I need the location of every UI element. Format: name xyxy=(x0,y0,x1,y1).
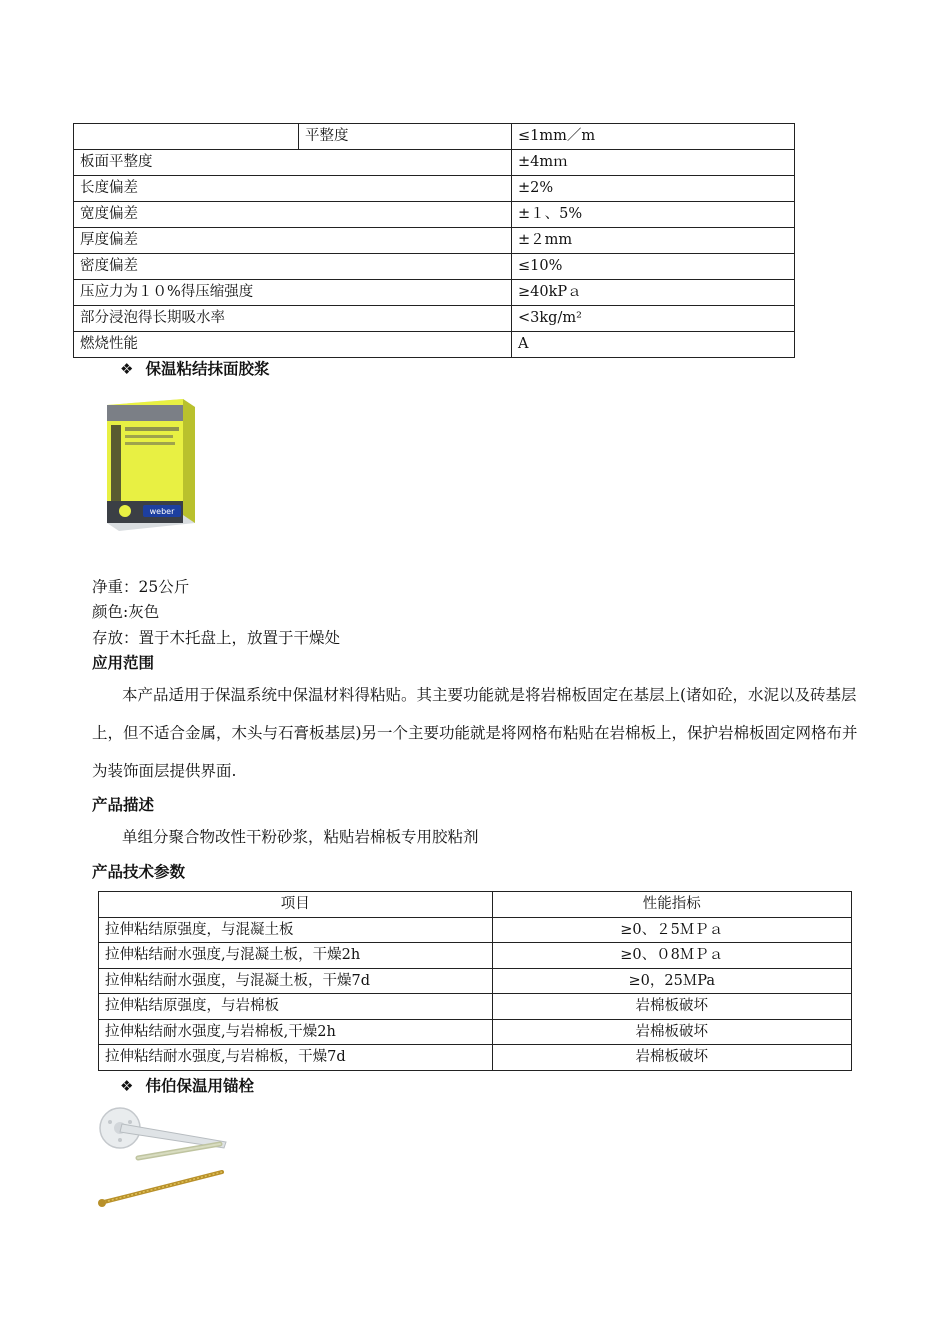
table-cell: 拉伸粘结耐水强度,与岩棉板，干燥7d xyxy=(99,1045,493,1071)
table-cell: ≥0、２5ＭＰａ xyxy=(492,917,851,943)
section-title: 保温粘结抹面胶浆 xyxy=(145,360,270,378)
section-heading-anchor xyxy=(120,1074,254,1096)
table-cell: <3kg/m² xyxy=(512,306,795,332)
section-heading-mortar xyxy=(120,357,269,379)
table-row xyxy=(74,176,795,202)
table-cell: 板面平整度 xyxy=(74,150,512,176)
diamond-bullet-icon: ❖ xyxy=(120,360,134,378)
table-cell: 燃烧性能 xyxy=(74,332,512,358)
table-row xyxy=(74,228,795,254)
diamond-bullet-icon: ❖ xyxy=(120,1077,134,1095)
table-row xyxy=(99,943,852,969)
storage-info: 存放：置于木托盘上，放置于干燥处 xyxy=(92,629,341,647)
table-cell: 岩棉板破坏 xyxy=(492,994,851,1020)
table-row xyxy=(74,124,795,150)
table-cell: ±4mｍ xyxy=(512,150,795,176)
table-cell: 长度偏差 xyxy=(74,176,512,202)
table-cell-empty xyxy=(74,124,299,150)
table-cell: 厚度偏差 xyxy=(74,228,512,254)
table-row xyxy=(99,917,852,943)
table-cell: ±２mm xyxy=(512,228,795,254)
table-cell: 岩棉板破坏 xyxy=(492,1019,851,1045)
description-heading: 产品描述 xyxy=(92,796,155,814)
application-text: 本产品适用于保温系统中保温材料得粘贴。其主要功能就是将岩棉板固定在基层上(诸如砼，水泥以及砖基层上，但不适合金属，木头与石膏板基层)另一个主要功能就是将网格布粘贴在岩棉板上，保护岩棉板固定网格布并为装饰面层提供界面. xyxy=(92,686,858,780)
table-row xyxy=(74,280,795,306)
table-row xyxy=(99,968,852,994)
table-cell: ≤1mm／m xyxy=(512,124,795,150)
description-text: 单组分聚合物改性干粉砂浆，粘贴岩棉板专用胶粘剂 xyxy=(122,828,479,846)
table-row xyxy=(99,994,852,1020)
table-header-row xyxy=(99,892,852,918)
table-cell: 拉伸粘结耐水强度,与岩棉板,干燥2h xyxy=(99,1019,493,1045)
section-title: 伟伯保温用锚栓 xyxy=(145,1077,254,1095)
table-row xyxy=(99,1045,852,1071)
table-cell: 密度偏差 xyxy=(74,254,512,280)
table-header-cell: 项目 xyxy=(99,892,493,918)
table-cell: 平整度 xyxy=(299,124,512,150)
table-row xyxy=(99,1019,852,1045)
table-row xyxy=(74,332,795,358)
spec-table xyxy=(73,123,795,358)
table-cell: 部分浸泡得长期吸水率 xyxy=(74,306,512,332)
product-bag-image xyxy=(103,395,199,535)
table-cell: 拉伸粘结耐水强度,与混凝土板，干燥2h xyxy=(99,943,493,969)
table-row xyxy=(74,202,795,228)
table-cell: 宽度偏差 xyxy=(74,202,512,228)
product-color: 颜色:灰色 xyxy=(92,603,160,621)
bag-brand-text: weber xyxy=(149,507,175,516)
table-cell: 拉伸粘结原强度，与岩棉板 xyxy=(99,994,493,1020)
table-cell: 拉伸粘结原强度，与混凝土板 xyxy=(99,917,493,943)
table-cell: 压应力为１０%得压缩强度 xyxy=(74,280,512,306)
table-cell: ±2% xyxy=(512,176,795,202)
table-cell: 拉伸粘结耐水强度，与混凝土板，干燥7d xyxy=(99,968,493,994)
table-cell: ≥0，25ＭPa xyxy=(492,968,851,994)
table-row xyxy=(74,254,795,280)
table-row xyxy=(74,150,795,176)
table-cell: A xyxy=(512,332,795,358)
table-row xyxy=(74,306,795,332)
anchor-image xyxy=(90,1104,235,1208)
net-weight: 净重：25公斤 xyxy=(92,578,190,596)
table-cell: ±１、5% xyxy=(512,202,795,228)
application-heading: 应用范围 xyxy=(92,654,155,672)
table-header-cell: 性能指标 xyxy=(492,892,851,918)
tech-params-heading: 产品技术参数 xyxy=(92,863,186,881)
table-cell: ≥40kPａ xyxy=(512,280,795,306)
table-cell: 岩棉板破坏 xyxy=(492,1045,851,1071)
table-cell: ≥0、０8ＭＰａ xyxy=(492,943,851,969)
tech-params-table xyxy=(98,891,852,1071)
table-cell: ≤10% xyxy=(512,254,795,280)
